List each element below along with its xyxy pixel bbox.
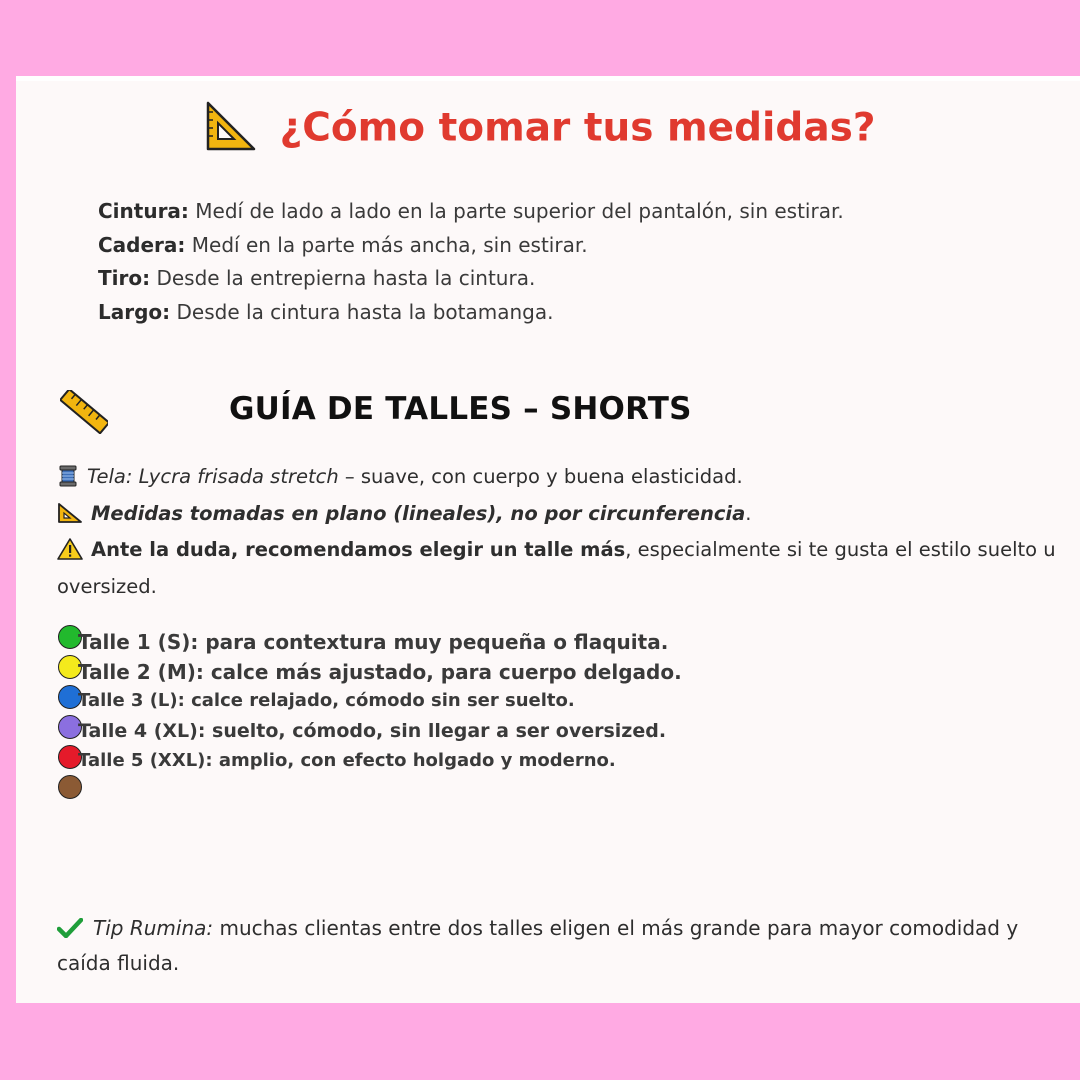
measure-item: Tiro: Desde la entrepierna hasta la cintura. [98, 266, 536, 290]
measure-item: Cadera: Medí en la parte más ancha, sin estirar. [98, 232, 588, 257]
page-title: ¿Cómo tomar tus medidas? [279, 105, 876, 151]
check-icon [57, 915, 83, 947]
guide-heading: GUÍA DE TALLES – SHORTS [229, 391, 692, 427]
size-label: Talle 4 (XL): suelto, cómodo, sin llegar a ser oversized. [78, 720, 667, 742]
notes [57, 461, 1077, 603]
set-square-icon [205, 100, 257, 156]
size-label: Talle 3 (L): calce relajado, cómodo sin ser suelto. [78, 690, 575, 711]
measure-item: Largo: Desde la cintura hasta la botamanga. [98, 299, 554, 324]
ruler-icon [60, 390, 108, 438]
set-square-icon [57, 502, 83, 535]
flat-measure-note: Medidas tomadas en plano (lineales), no por circunferencia. [57, 498, 1077, 535]
warning-icon [57, 538, 83, 571]
measures-list [98, 195, 844, 329]
fabric-note: Tela: Lycra frisada stretch – suave, con cuerpo y buena elasticidad. [57, 461, 1077, 498]
title-row [0, 100, 1080, 156]
size-label: Talle 2 (M): calce más ajustado, para cuerpo delgado. [78, 660, 682, 684]
brown-circle-icon [58, 775, 82, 799]
size-label: Talle 1 (S): para contextura muy pequeña o flaquita. [78, 630, 669, 654]
measure-item: Cintura: Medí de lado a lado en la parte superior del pantalón, sin estirar. [98, 199, 844, 223]
size-label: Talle 5 (XXL): amplio, con efecto holgado y moderno. [78, 750, 616, 771]
thread-spool-icon [57, 465, 79, 498]
warning-note: Ante la duda, recomendamos elegir un talle más, especialmente si te gusta el estilo suelto u oversized. [57, 538, 1056, 598]
tip: Tip Rumina: muchas clientas entre dos talles eligen el más grande para mayor comodidad y caída fluida. [57, 916, 1019, 975]
